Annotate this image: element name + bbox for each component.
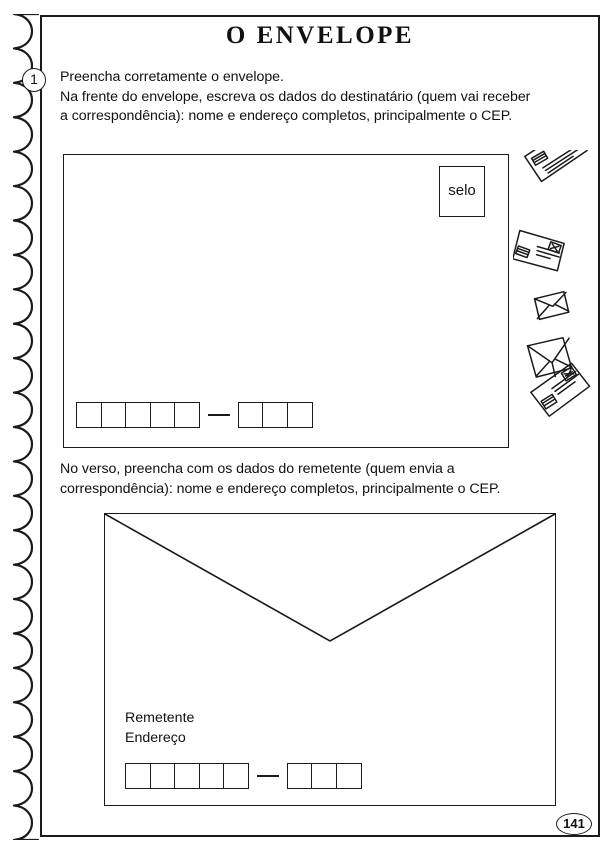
back-envelope-labels bbox=[125, 708, 194, 748]
stamp-placeholder-box[interactable]: selo bbox=[439, 166, 485, 217]
cep-separator-dash bbox=[208, 414, 230, 416]
cep-cell[interactable] bbox=[287, 402, 313, 428]
cep-suffix-group[interactable] bbox=[287, 763, 361, 789]
cep-cell[interactable] bbox=[174, 402, 200, 428]
front-envelope-diagram[interactable] bbox=[63, 154, 509, 448]
instruction-line: correspondência): nome e endereço completos, principalmente o CEP. bbox=[60, 480, 501, 497]
instruction-text-1 bbox=[60, 68, 562, 127]
sender-label: Remetente bbox=[125, 710, 195, 726]
cep-separator-dash bbox=[257, 775, 279, 777]
envelope-sketch-open-flap bbox=[527, 337, 572, 379]
cep-prefix-group[interactable] bbox=[76, 402, 199, 428]
cep-cell[interactable] bbox=[101, 402, 127, 428]
instruction-line: Na frente do envelope, escreva os dados do destinatário (quem vai receber bbox=[60, 88, 531, 105]
cep-cell[interactable] bbox=[150, 763, 176, 789]
page-number-badge: 141 bbox=[556, 813, 592, 835]
instruction-line: No verso, preencha com os dados do remetente (quem envia a bbox=[60, 461, 455, 477]
cep-cell[interactable] bbox=[238, 402, 264, 428]
instruction-text-2 bbox=[60, 460, 557, 499]
instruction-line: Preencha corretamente o envelope. bbox=[60, 69, 284, 85]
cep-cell[interactable] bbox=[199, 763, 225, 789]
cep-cell[interactable] bbox=[262, 402, 288, 428]
cep-cell[interactable] bbox=[150, 402, 176, 428]
envelope-flap-icon bbox=[104, 513, 556, 653]
envelope-sketch-tilted-2 bbox=[513, 228, 567, 275]
page-title: O ENVELOPE bbox=[225, 22, 415, 49]
cep-cell[interactable] bbox=[174, 763, 200, 789]
instruction-line: a correspondência): nome e endereço completos, principalmente o CEP. bbox=[60, 108, 513, 124]
cep-cell[interactable] bbox=[287, 763, 313, 789]
cep-cell[interactable] bbox=[125, 402, 151, 428]
cep-suffix-group[interactable] bbox=[238, 402, 312, 428]
cep-cell[interactable] bbox=[223, 763, 249, 789]
decorative-envelopes-illustration bbox=[513, 150, 599, 450]
envelope-sketch-tilted-1 bbox=[523, 150, 589, 182]
spiral-binding-icon bbox=[8, 14, 40, 840]
address-label: Endereço bbox=[125, 730, 186, 746]
envelope-sketch-small-sealed bbox=[534, 291, 569, 319]
back-cep-field[interactable] bbox=[125, 763, 360, 789]
cep-cell[interactable] bbox=[336, 763, 362, 789]
envelope-sketch-tilted-3 bbox=[529, 362, 591, 418]
exercise-number-badge: 1 bbox=[22, 68, 46, 92]
cep-cell[interactable] bbox=[125, 763, 151, 789]
cep-prefix-group[interactable] bbox=[125, 763, 248, 789]
cep-cell[interactable] bbox=[311, 763, 337, 789]
front-cep-field[interactable] bbox=[76, 402, 311, 428]
back-envelope-diagram[interactable] bbox=[104, 513, 556, 806]
cep-cell[interactable] bbox=[76, 402, 102, 428]
